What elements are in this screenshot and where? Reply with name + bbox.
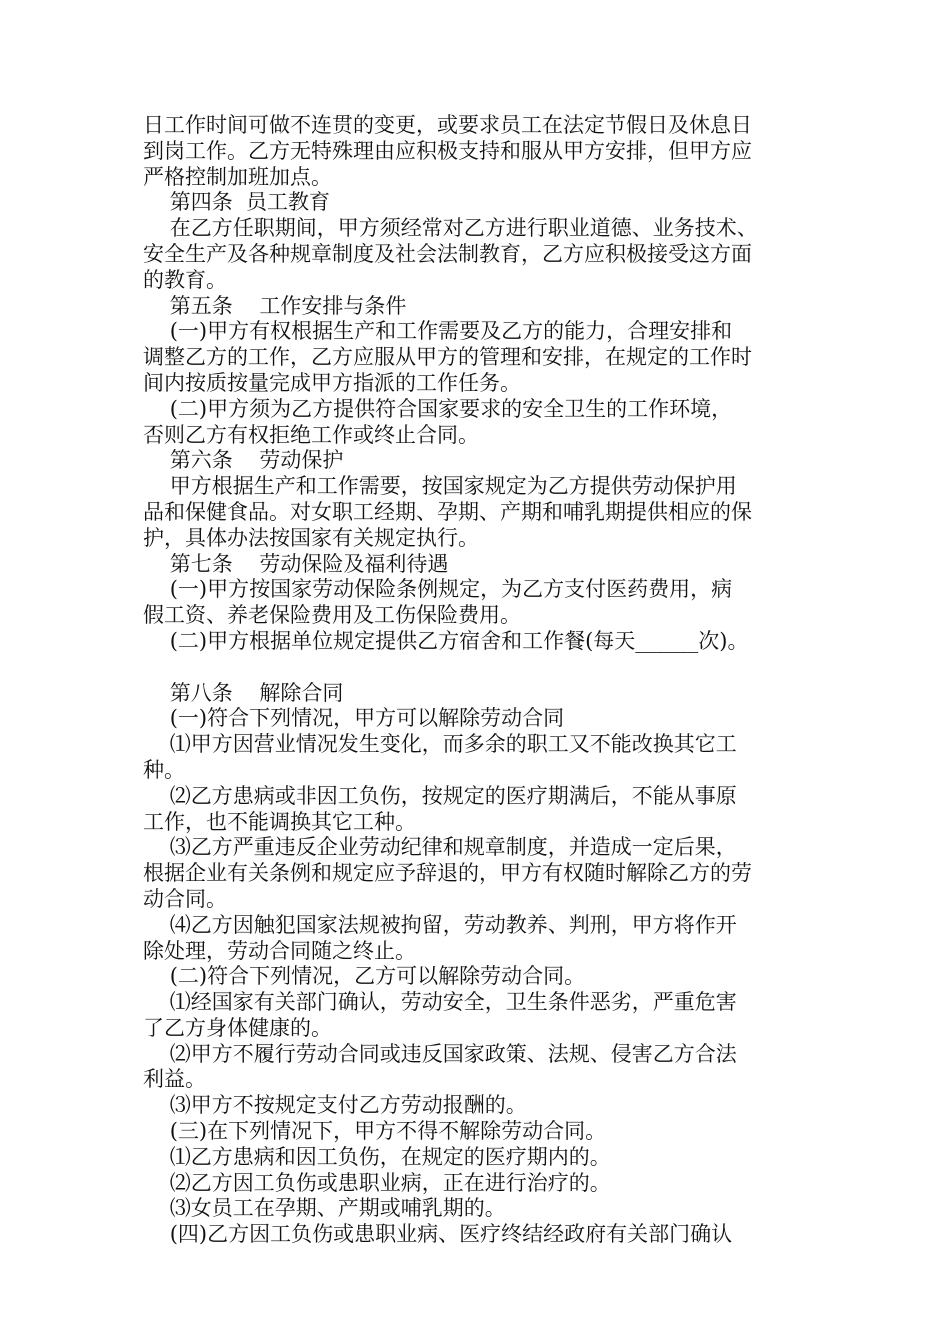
text-line: 了乙方身体健康的。 [143,1015,332,1040]
text-line: ⑶女员工在孕期、产期或哺乳期的。 [143,1196,506,1221]
text-line: 根据企业有关条例和规定应予辞退的，甲方有权随时解除乙方的劳 [143,861,752,886]
text-line: (二)甲方须为乙方提供符合国家要求的安全卫生的工作环境， [143,396,733,421]
text-line: (四)乙方因工负伤或患职业病、医疗终结经政府有关部门确认 [143,1222,733,1247]
text-line: 间内按质按量完成甲方指派的工作任务。 [143,370,521,395]
text-line: 第四条 员工教育 [143,190,331,215]
text-line: 的教育。 [143,267,227,292]
text-line: 种。 [143,757,185,782]
blank-line [143,655,823,681]
text-line: (二)符合下列情况，乙方可以解除劳动合同。 [143,964,586,989]
text-line: 除处理，劳动合同随之终止。 [143,938,416,963]
text-line: ⑴甲方因营业情况发生变化，而多余的职工又不能改换其它工 [143,732,737,757]
text-line: 利益。 [143,1067,206,1092]
text-line: (一)甲方有权根据生产和工作需要及乙方的能力，合理安排和 [143,319,733,344]
text-line: 品和保健食品。对女职工经期、孕期、产期和哺乳期提供相应的保 [143,499,752,524]
text-line: 第六条 劳动保护 [143,448,344,473]
text-line: (三)在下列情况下，甲方不得不解除劳动合同。 [143,1119,607,1144]
text-line: ⑵甲方不履行劳动合同或违反国家政策、法规、侵害乙方合法 [143,1041,737,1066]
text-line: 在乙方任职期间，甲方须经常对乙方进行职业道德、业务技术、 [143,216,758,241]
text-line: 日工作时间可做不连贯的变更，或要求员工在法定节假日及休息日 [143,113,752,137]
text-line: ⑶乙方严重违反企业劳动纪律和规章制度，并造成一定后果， [143,835,737,860]
text-line: 调整乙方的工作，乙方应服从甲方的管理和安排，在规定的工作时 [143,345,752,370]
text-line: (一)甲方按国家劳动保险条例规定，为乙方支付医药费用，病 [143,577,733,602]
text-line: 第八条 解除合同 [143,680,344,705]
text-line: 工作，也不能调换其它工种。 [143,809,416,834]
text-line: ⑵乙方因工负伤或患职业病，正在进行治疗的。 [143,1170,611,1195]
text-line: (一)符合下列情况，甲方可以解除劳动合同 [143,706,565,731]
text-line: 严格控制加班加点。 [143,164,332,189]
text-line: 安全生产及各种规章制度及社会法制教育，乙方应积极接受这方面 [143,241,752,266]
text-line: ⑴乙方患病和因工负伤，在规定的医疗期内的。 [143,1144,611,1169]
document-body [143,113,823,1248]
text-line: 护，具体办法按国家有关规定执行。 [143,525,479,550]
text-line: ⑴经国家有关部门确认，劳动安全，卫生条件恶劣，严重危害 [143,990,737,1015]
text-line: 否则乙方有权拒绝工作或终止合同。 [143,422,479,447]
text-line: 假工资、养老保险费用及工伤保险费用。 [143,603,521,628]
text-line: 动合同。 [143,886,227,911]
text-line: (二)甲方根据单位规定提供乙方宿舍和工作餐(每天______次)。 [143,628,749,653]
text-line: 甲方根据生产和工作需要，按国家规定为乙方提供劳动保护用 [143,474,737,499]
text-line: ⑷乙方因触犯国家法规被拘留，劳动教养、判刑，甲方将作开 [143,912,737,937]
text-line: ⑵乙方患病或非因工负伤，按规定的医疗期满后，不能从事原 [143,783,737,808]
text-line: 第五条 工作安排与条件 [143,293,407,318]
text-line: 到岗工作。乙方无特殊理由应积极支持和服从甲方安排，但甲方应 [143,138,752,163]
text-line: 第七条 劳动保险及福利待遇 [143,551,449,576]
text-line: ⑶甲方不按规定支付乙方劳动报酬的。 [143,1093,527,1118]
